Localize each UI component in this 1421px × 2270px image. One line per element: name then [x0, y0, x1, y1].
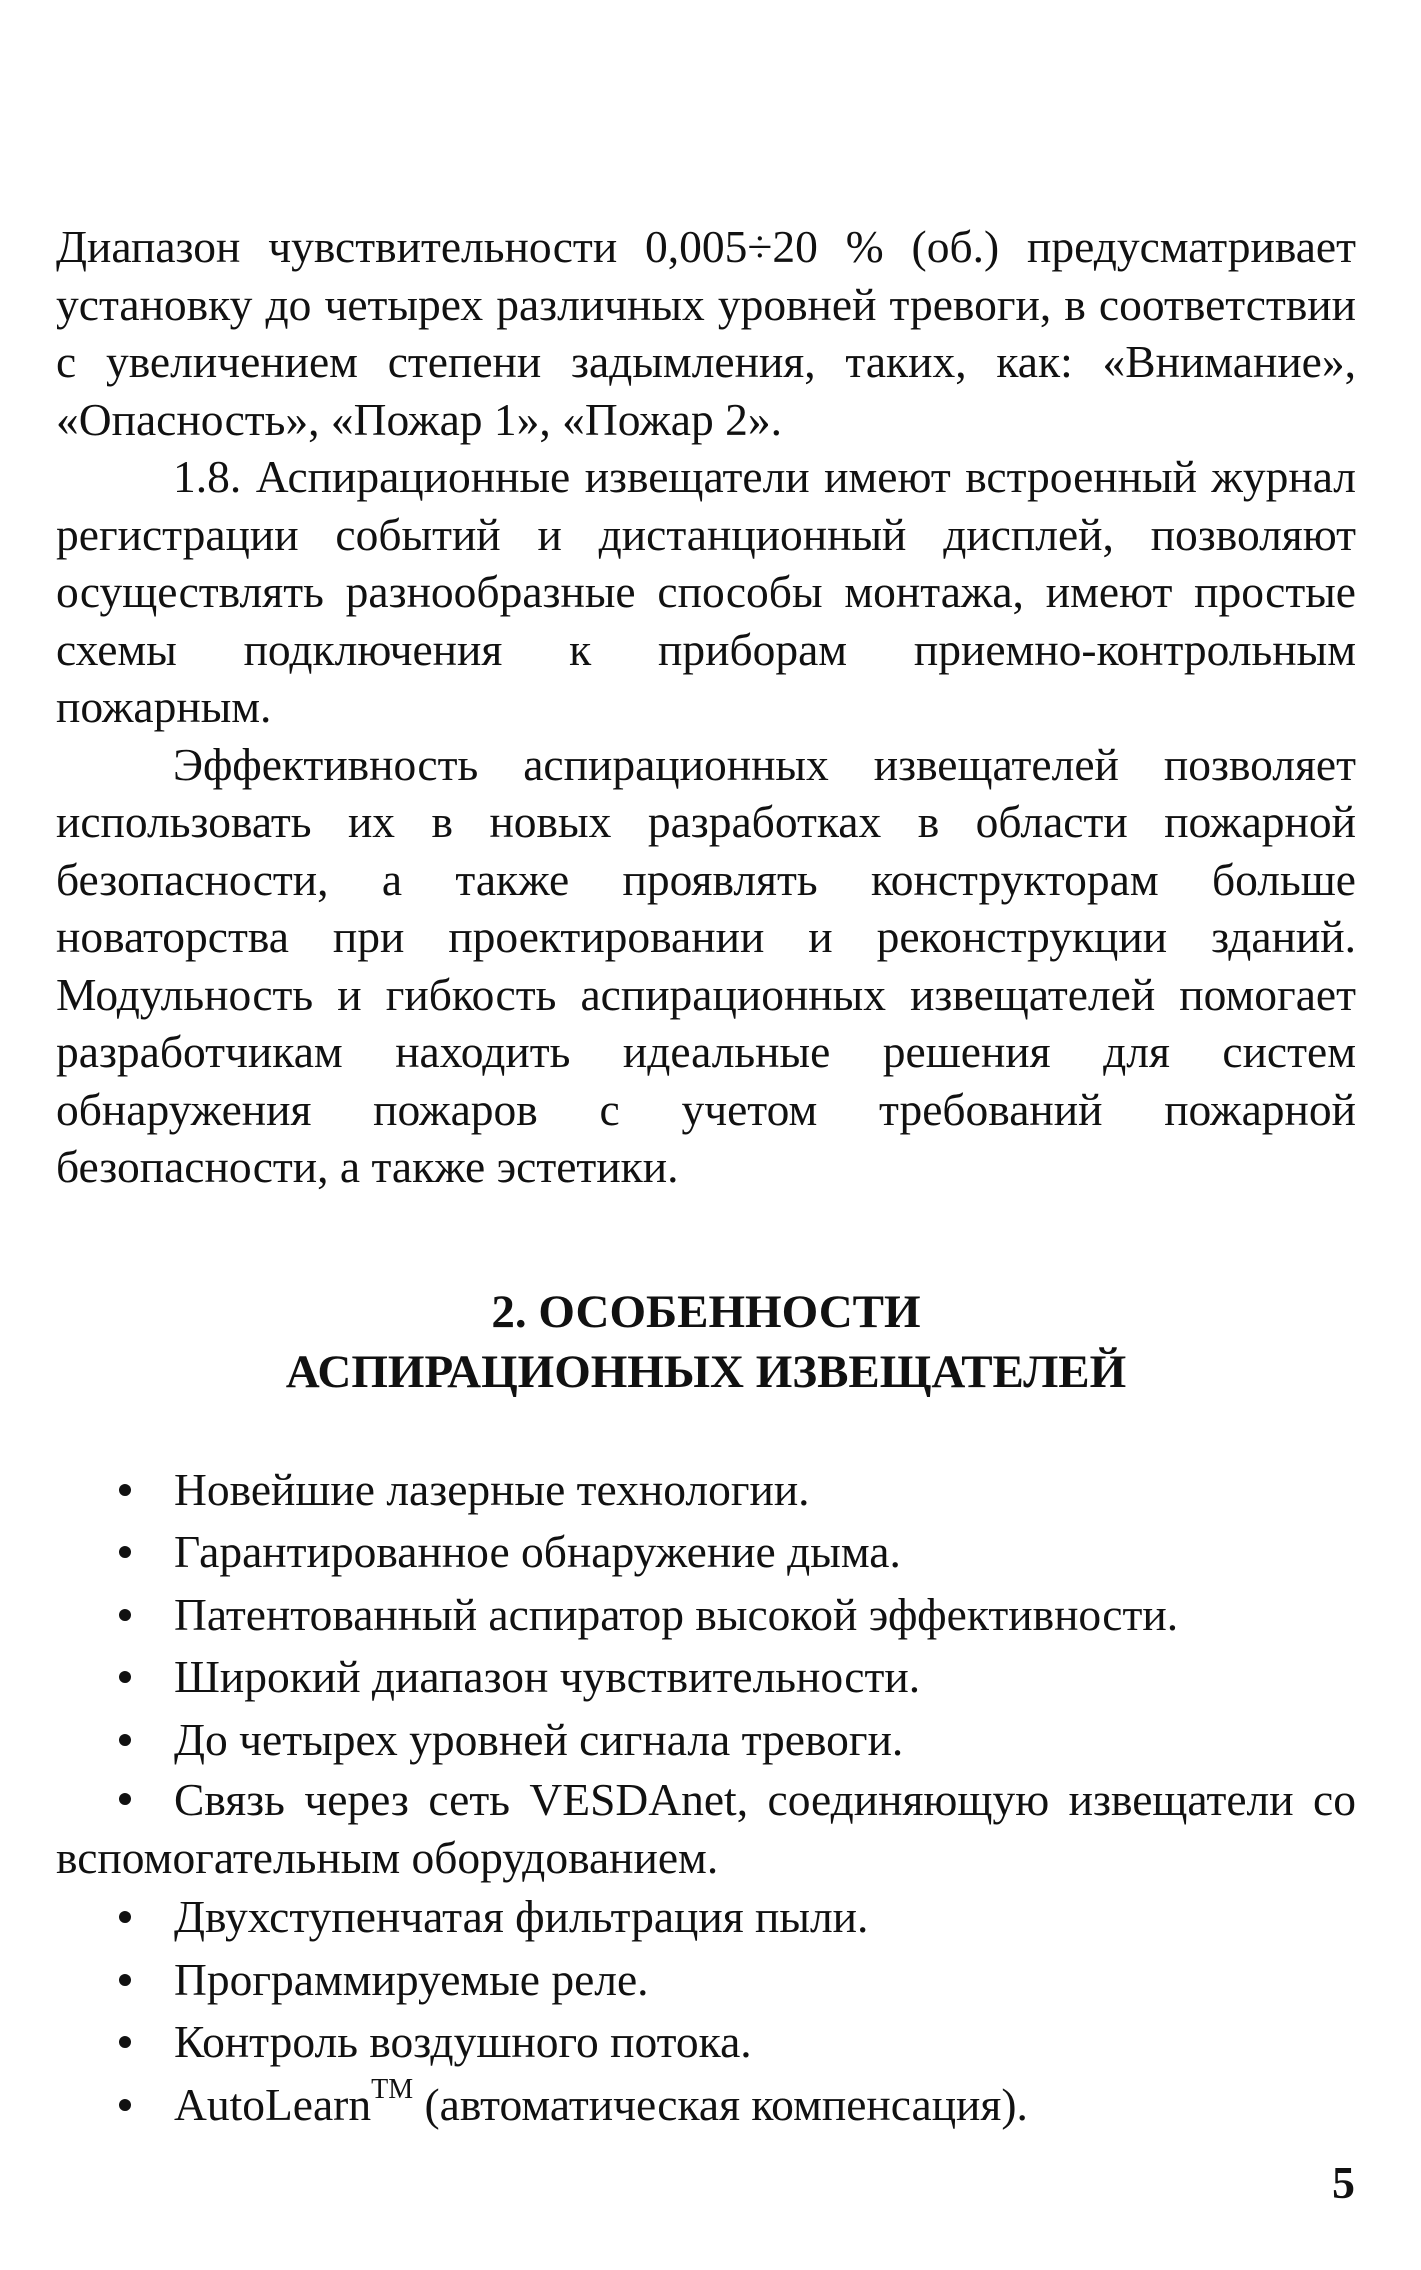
list-item: Новейшие лазерные технологии. [56, 1459, 1356, 1522]
list-item: Контроль воздушного потока. [56, 2011, 1356, 2074]
autolearn-description: (автоматическая компенсация). [413, 2078, 1028, 2130]
trademark-mark: TM [371, 2073, 414, 2105]
list-item: Двухступенчатая фильтрация пыли. [56, 1886, 1356, 1949]
section-heading [56, 1282, 1356, 1402]
paragraph-efficiency: Эффективность аспирационных извещателей позволяет использовать их в новых разработках в области пожарной безопасности, а также проявлять конструкторам больше новаторства при проектировании и реконструкции зданий. Модульность и гибкость аспирационных извещателей помогает разработчикам находить идеальные решения для систем обнаружения пожаров с учетом требований пожарной безопасности, а также эстетики. [56, 738, 1356, 1192]
autolearn-name: AutoLearn [174, 2078, 372, 2130]
features-list [56, 1459, 1356, 2137]
paragraph-sensitivity: Диапазон чувствительности 0,005÷20 % (об.) предусматривает установку до четырех различных уровней тревоги, в соответствии с увеличением степени задымления, таких, как: «Внимание», «Опасность», «Пожар 1», «Пожар 2». [56, 221, 1356, 445]
list-item: Программируемые реле. [56, 1949, 1356, 2012]
page-content [56, 218, 1356, 2136]
section-heading-line-1: 2. ОСОБЕННОСТИ [491, 1285, 921, 1338]
paragraph-1-8-features: 1.8. Аспирационные извещатели имеют встроенный журнал регистрации событий и дистанционный дисплей, позволяют осуществлять разнообразные способы монтажа, имеют простые схемы подключения к приборам приемно-контрольным пожарным. [56, 451, 1356, 732]
list-item-autolearn [56, 2074, 1356, 2137]
list-item: Гарантированное обнаружение дыма. [56, 1521, 1356, 1584]
section-heading-line-2: АСПИРАЦИОННЫХ ИЗВЕЩАТЕЛЕЙ [285, 1345, 1127, 1398]
list-item: Патентованный аспиратор высокой эффективности. [56, 1584, 1356, 1647]
list-item: Широкий диапазон чувствительности. [56, 1646, 1356, 1709]
list-item: До четырех уровней сигнала тревоги. [56, 1709, 1356, 1772]
page-number: 5 [1332, 2157, 1355, 2208]
list-item: Связь через сеть VESDAnet, соединяющую извещатели со вспомогательным оборудованием. [56, 1771, 1356, 1886]
